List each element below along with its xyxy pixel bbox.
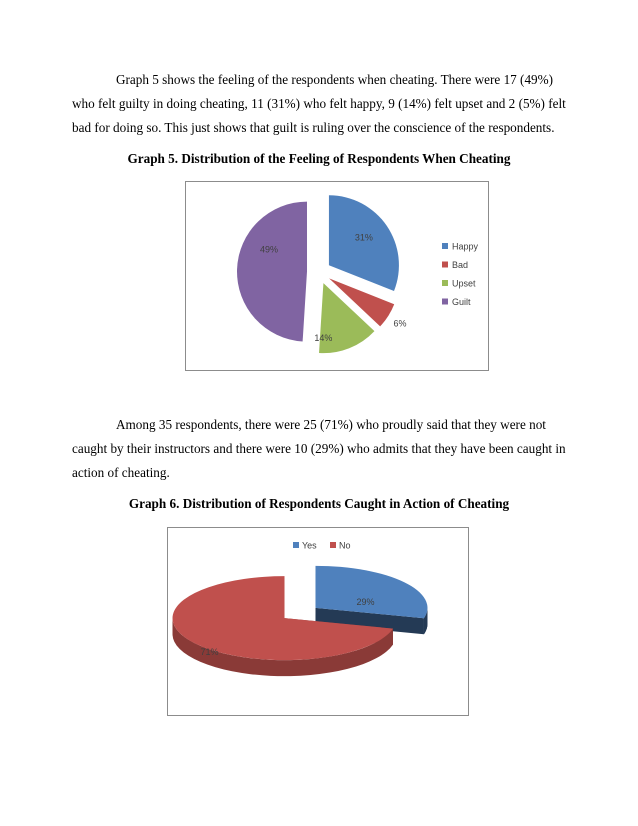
data-label-bad: 6%	[393, 318, 407, 329]
legend-label-bad: Bad	[452, 260, 469, 270]
graph5-pie-svg	[186, 182, 488, 370]
legend-swatch-upset	[442, 280, 448, 286]
graph6-caption: Graph 6. Distribution of Respondents Caught in Action of Cheating	[128, 496, 510, 511]
graph5-caption: Graph 5. Distribution of the Feeling of Respondents When Cheating	[127, 151, 511, 166]
paragraph-text: Graph 5 shows the feeling of the respondents when cheating. There were 17 (49%) who felt guilty in doing cheating, 11 (31%) who felt happy, 9 (14%) felt upset and 2 (5%) felt bad for doing so. This just shows that guilt is ruling over the conscience of the respondents.	[72, 72, 566, 135]
paragraph-graph5	[72, 68, 572, 140]
legend-swatch-guilt	[442, 299, 448, 305]
legend-label-happy: Happy	[452, 241, 479, 252]
legend-swatch-yes	[293, 542, 299, 548]
data-label-guilt: 49%	[259, 244, 279, 255]
legend-swatch-bad	[442, 262, 448, 268]
data-label-no: 71%	[200, 647, 219, 658]
data-label-happy: 31%	[354, 232, 373, 243]
legend-swatch-happy	[442, 243, 448, 249]
legend-label-no: No	[339, 540, 351, 551]
graph5-chart	[185, 181, 489, 371]
legend-label-guilt: Guilt	[452, 297, 471, 307]
paragraph-graph6	[72, 413, 572, 485]
pie-slice-happy	[329, 195, 399, 291]
data-label-upset: 14%	[314, 333, 333, 344]
legend-label-yes: Yes	[302, 540, 317, 551]
data-label-yes: 29%	[356, 596, 375, 607]
legend-swatch-no	[330, 542, 336, 548]
graph6-chart	[167, 527, 469, 716]
graph6-pie-svg	[168, 528, 468, 715]
legend-label-upset: Upset	[452, 278, 476, 289]
paragraph-text: Among 35 respondents, there were 25 (71%) who proudly said that they were not caught by their instructors and there were 10 (29%) who admits that they have been caught in action of cheating.	[72, 417, 566, 480]
pie-slice-guilt	[237, 202, 307, 342]
